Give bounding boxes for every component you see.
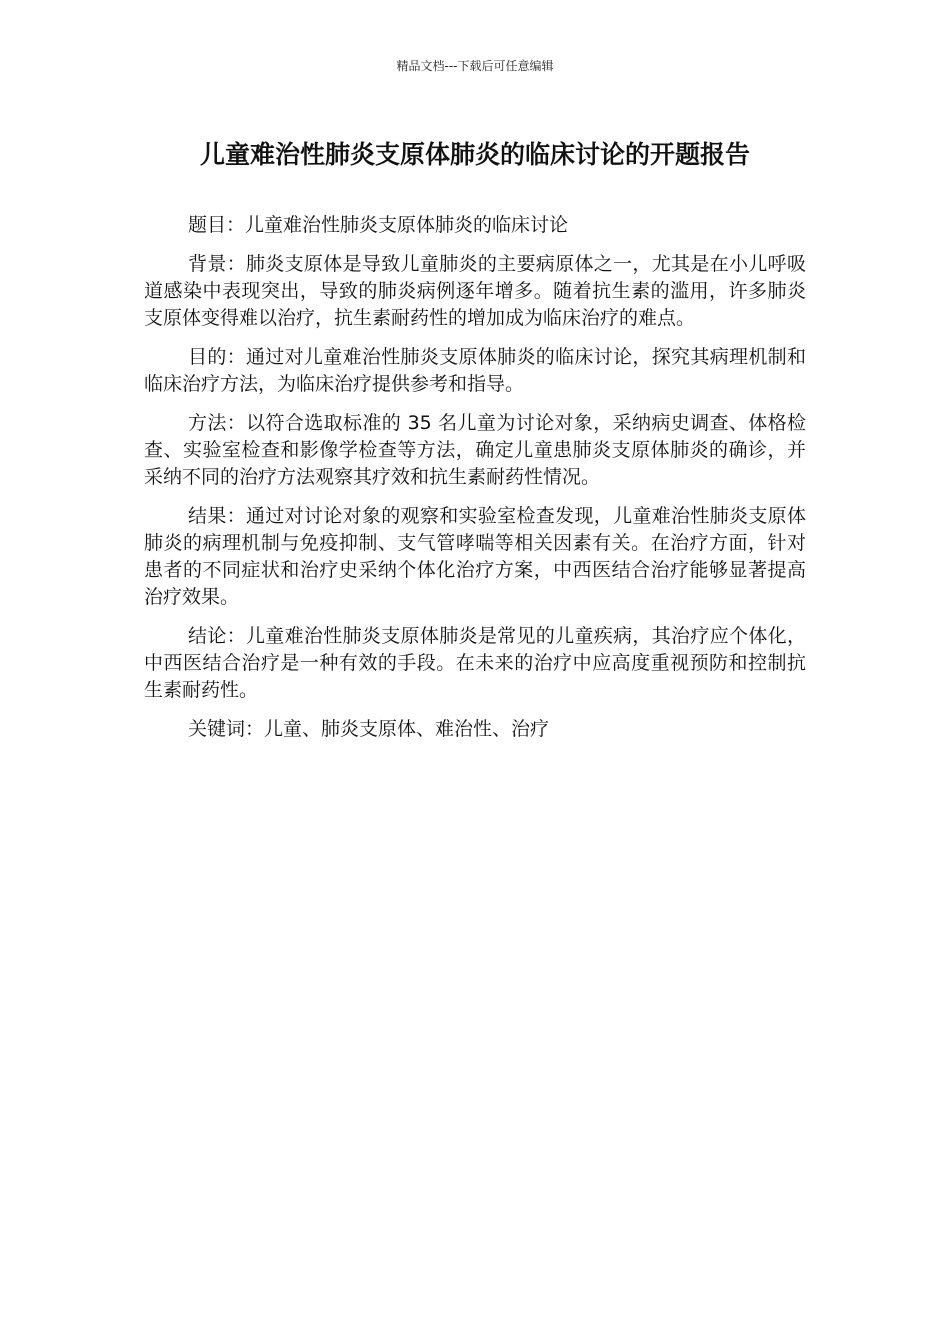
paragraph-keywords: 关键词：儿童、肺炎支原体、难治性、治疗: [188, 718, 550, 740]
paragraph-conclusion: 结论：儿童难治性肺炎支原体肺炎是常见的儿童疾病，其治疗应个体化，中西医结合治疗是一种有效的手段。在未来的治疗中应高度重视预防和控制抗生素耐药性。: [144, 625, 806, 701]
document-title: 儿童难治性肺炎支原体肺炎的临床讨论的开题报告: [199, 140, 750, 169]
paragraph-objective: 目的：通过对儿童难治性肺炎支原体肺炎的临床讨论，探究其病理机制和临床治疗方法，为临床治疗提供参考和指导。: [144, 346, 806, 395]
paragraph-background: 背景：肺炎支原体是导致儿童肺炎的主要病原体之一，尤其是在小儿呼吸道感染中表现突出，导致的肺炎病例逐年增多。随着抗生素的滥用，许多肺炎支原体变得难以治疗，抗生素耐药性的增加成为临床治疗的难点。: [144, 253, 806, 329]
paragraph-topic: 题目：儿童难治性肺炎支原体肺炎的临床讨论: [188, 214, 569, 236]
paragraph-results: 结果：通过对讨论对象的观察和实验室检查发现，儿童难治性肺炎支原体肺炎的病理机制与免疫抑制、支气管哮喘等相关因素有关。在治疗方面，针对患者的不同症状和治疗史采纳个体化治疗方案，中西医结合治疗能够显著提高治疗效果。: [144, 505, 806, 608]
header-note: 精品文档---下载后可任意编辑: [396, 59, 554, 73]
document-body: [144, 212, 806, 755]
paragraph-methods: 方法：以符合选取标准的 35 名儿童为讨论对象，采纳病史调查、体格检查、实验室检查和影像学检查等方法，确定儿童患肺炎支原体肺炎的确诊，并采纳不同的治疗方法观察其疗效和抗生素耐药性情况。: [144, 412, 806, 488]
